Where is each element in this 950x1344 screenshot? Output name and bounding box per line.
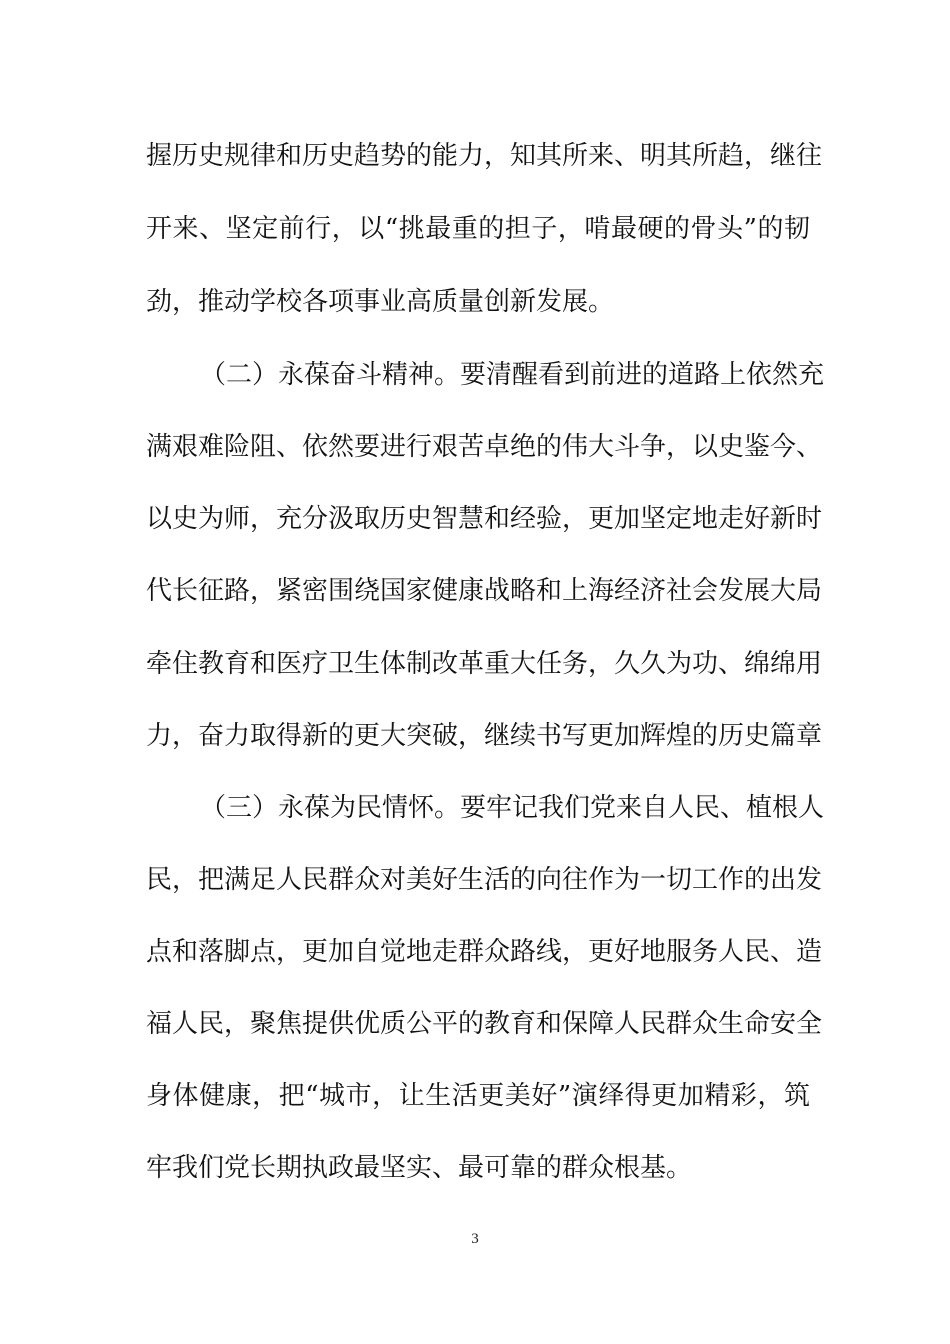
body-text-line: 劲，推动学校各项事业高质量创新发展。 (146, 287, 615, 317)
body-text-line: 开来、坚定前行，以“挑最重的担子，啃最硬的骨头”的韧 (146, 214, 810, 244)
body-text-line: 握历史规律和历史趋势的能力，知其所来、明其所趋，继往 (146, 141, 823, 171)
section-heading-line: （三）永葆为民情怀。要牢记我们党来自人民、植根人 (200, 793, 825, 823)
body-text-line: 身体健康，把“城市，让生活更美好”演绎得更加精彩，筑 (146, 1081, 810, 1111)
section-heading-line: （二）永葆奋斗精神。要清醒看到前进的道路上依然充 (200, 360, 825, 390)
body-text-line: 福人民，聚焦提供优质公平的教育和保障人民群众生命安全 (146, 1009, 823, 1039)
body-text-line: 点和落脚点，更加自觉地走群众路线，更好地服务人民、造 (146, 937, 823, 967)
body-text-line: 以史为师，充分汲取历史智慧和经验，更加坚定地走好新时 (146, 504, 823, 534)
body-text-line: 代长征路，紧密围绕国家健康战略和上海经济社会发展大局 (146, 576, 823, 606)
page-number: 3 (471, 1231, 479, 1247)
body-text-line: 牵住教育和医疗卫生体制改革重大任务，久久为功、绵绵用 (146, 649, 823, 679)
body-text-line: 民，把满足人民群众对美好生活的向往作为一切工作的出发 (146, 865, 823, 895)
body-text-line: 满艰难险阻、依然要进行艰苦卓绝的伟大斗争，以史鉴今、 (146, 432, 823, 462)
body-text-line: 力，奋力取得新的更大突破，继续书写更加辉煌的历史篇章 (146, 721, 823, 751)
body-text-line: 牢我们党长期执政最坚实、最可靠的群众根基。 (146, 1153, 693, 1183)
